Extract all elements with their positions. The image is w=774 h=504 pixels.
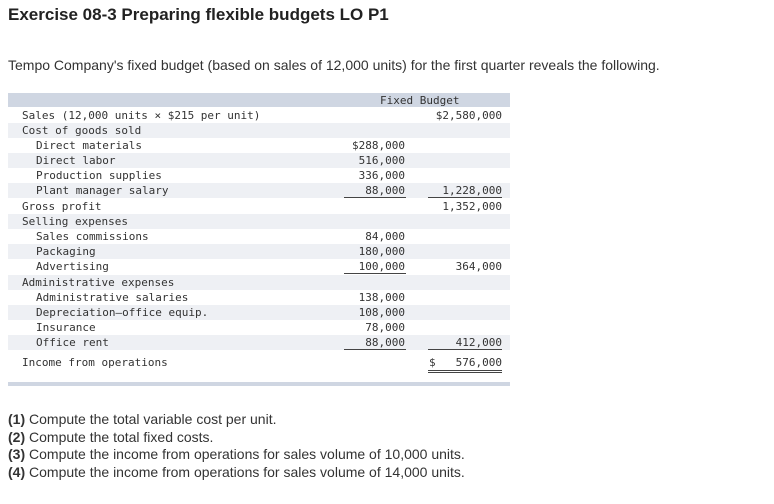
row-plant-manager-salary xyxy=(8,183,510,198)
row-label: Sales commissions xyxy=(36,230,149,243)
underline xyxy=(344,273,406,274)
row-total: 412,000 xyxy=(455,336,502,349)
row-amount: 88,000 xyxy=(365,184,405,197)
row-amount: 180,000 xyxy=(358,245,405,258)
row-label: Administrative expenses xyxy=(22,276,175,289)
double-underline-bottom xyxy=(428,372,502,373)
row-label: Direct labor xyxy=(36,154,116,167)
row-amount: 78,000 xyxy=(365,321,405,334)
question-4: (4) Compute the income from operations for sales volume of 14,000 units. xyxy=(8,463,465,480)
row-sales xyxy=(8,108,510,123)
double-underline-top xyxy=(428,370,502,371)
underline xyxy=(428,197,502,198)
row-label: Advertising xyxy=(36,260,109,273)
questions-list xyxy=(8,411,465,481)
row-office-rent xyxy=(8,335,510,350)
fixed-budget-table xyxy=(8,93,510,386)
row-total: 576,000 xyxy=(455,356,502,369)
row-cogs xyxy=(8,123,510,138)
row-total: $2,580,000 xyxy=(435,109,502,122)
row-label: Plant manager salary xyxy=(36,184,169,197)
row-label: Packaging xyxy=(36,245,96,258)
row-amount: 84,000 xyxy=(365,230,405,243)
row-income-from-operations xyxy=(8,355,510,370)
question-1: (1) Compute the total variable cost per unit. xyxy=(8,411,277,427)
row-direct-labor xyxy=(8,153,510,168)
row-total: 1,352,000 xyxy=(442,200,502,213)
row-label: Depreciation—office equip. xyxy=(36,306,209,319)
row-advertising xyxy=(8,259,510,274)
underline xyxy=(344,197,406,198)
underline xyxy=(428,349,502,350)
row-label: Production supplies xyxy=(36,169,162,182)
row-gross-profit xyxy=(8,199,510,214)
row-amount: 88,000 xyxy=(365,336,405,349)
row-amount: 138,000 xyxy=(358,291,405,304)
intro-text: Tempo Company's fixed budget (based on sales of 12,000 units) for the first quarter reveals the following. xyxy=(8,57,660,73)
row-label: Selling expenses xyxy=(22,215,128,228)
row-label: Insurance xyxy=(36,321,96,334)
row-label: Sales (12,000 units × $215 per unit) xyxy=(22,109,261,122)
exercise-title: Exercise 08-3 Preparing flexible budgets LO P1 xyxy=(8,5,389,24)
row-depreciation xyxy=(8,305,510,320)
row-amount: $288,000 xyxy=(352,139,405,152)
row-amount: 336,000 xyxy=(358,169,405,182)
table-footer-bar xyxy=(8,382,510,386)
question-2: (2) Compute the total fixed costs. xyxy=(8,428,214,445)
row-packaging xyxy=(8,244,510,259)
column-header-fixed-budget: Fixed Budget xyxy=(380,94,460,107)
row-label: Gross profit xyxy=(22,200,102,213)
row-label: Administrative salaries xyxy=(36,291,189,304)
question-3: (3) Compute the income from operations for sales volume of 10,000 units. xyxy=(8,446,465,462)
row-selling-expenses xyxy=(8,214,510,229)
row-amount: 516,000 xyxy=(358,154,405,167)
underline xyxy=(344,349,406,350)
row-direct-materials xyxy=(8,138,510,153)
row-label: Office rent xyxy=(36,336,109,349)
row-total: 1,228,000 xyxy=(442,184,502,197)
row-label: Direct materials xyxy=(36,139,142,152)
row-administrative-expenses xyxy=(8,275,510,290)
row-label: Income from operations xyxy=(22,356,168,369)
row-label: Cost of goods sold xyxy=(22,124,142,137)
row-administrative-salaries xyxy=(8,290,510,305)
row-total: 364,000 xyxy=(455,260,502,273)
row-production-supplies xyxy=(8,168,510,183)
row-amount: 108,000 xyxy=(358,306,405,319)
row-insurance xyxy=(8,320,510,335)
dollar-sign: $ xyxy=(429,356,436,369)
row-amount: 100,000 xyxy=(358,260,405,273)
row-sales-commissions xyxy=(8,229,510,244)
